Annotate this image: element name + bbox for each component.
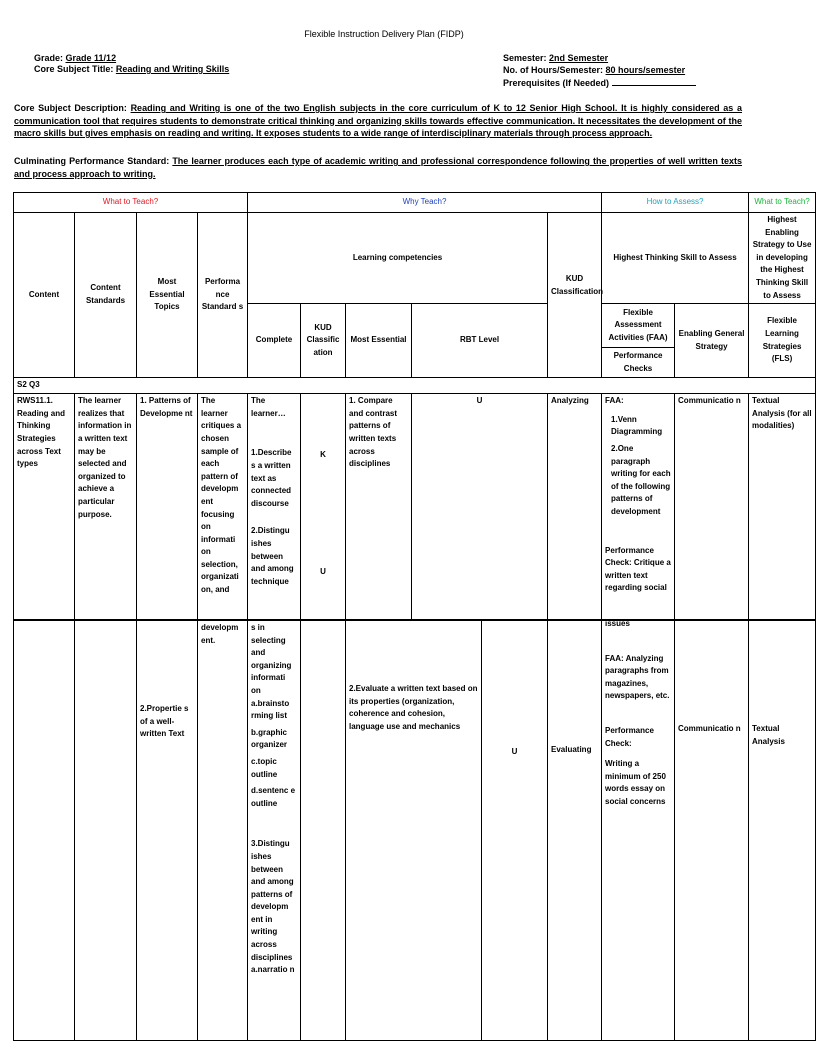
row1-kud	[301, 394, 346, 620]
row1-complete-intro: The learner…	[251, 396, 286, 418]
header-most-essential-topics: Most Essential Topics	[137, 213, 198, 378]
header-what-to-teach: What to Teach?	[14, 193, 248, 213]
semester-line	[503, 52, 608, 64]
row2-faa-text: FAA: Analyzing paragraphs from magazines, newspapers, etc.	[605, 653, 670, 701]
row1-complete-2: 2.Distingu ishes between and among technique	[251, 526, 294, 586]
hours-line	[503, 64, 685, 76]
row2-check-text: Writing a minimum of 250 words essay on social concerns	[605, 759, 666, 806]
row2-topic: 2.Propertie s of a well-written Text	[137, 621, 198, 1041]
header-highest-thinking: Highest Thinking Skill to Assess	[602, 213, 749, 304]
row2-content	[14, 621, 75, 1041]
row2-performance: developm ent.	[198, 621, 248, 1041]
row1-most-essential: 1. Compare and contrast patterns of written texts across disciplines	[346, 394, 412, 620]
performance-text: The learner produces each type of academic writing and professional correspondence following the properties of well written texts and process approach to writing.	[14, 156, 742, 179]
row2-complete-d: c.topic outline	[251, 756, 278, 779]
row1-faa	[602, 394, 675, 620]
row1-check: Performance Check: Critique a written text regarding social	[605, 545, 671, 593]
row1-fls: Textual Analysis (for all modalities)	[749, 394, 816, 620]
header-faa: Flexible Assessment Activities (FAA)	[602, 304, 675, 348]
header-learning-competencies: Learning competencies	[248, 213, 548, 304]
row1-kud-1: K	[320, 450, 326, 460]
header-most-essential: Most Essential	[346, 304, 412, 378]
header-kud-classification: KUD Classific ation	[301, 304, 346, 378]
row2-complete-a: s in selecting and organizing informati on	[251, 623, 292, 695]
header-why-teach: Why Teach?	[248, 193, 602, 213]
row2-check-label: Performance Check:	[605, 725, 654, 748]
row1-performance: The learner critiques a chosen sample of each pattern of developm ent focusing on informati on selection, organizati on, and	[198, 394, 248, 620]
description-label: Core Subject Description:	[14, 103, 127, 113]
hours-label: No. of Hours/Semester:	[503, 65, 604, 75]
row2-complete-f: 3.Distingu ishes between and among patterns of developm ent in writing across disciplines	[251, 839, 294, 962]
section-label: S2 Q3	[14, 378, 816, 394]
header-how-to-assess: How to Assess?	[602, 193, 749, 213]
core-description	[14, 102, 742, 140]
row1-faa-2: 2.One paragraph writing for each of the following patterns of development	[611, 443, 671, 516]
subject-label: Core Subject Title:	[34, 64, 114, 74]
header-fls: Flexible Learning Strategies (FLS)	[749, 304, 816, 378]
header-highest-enabling: Highest Enabling Strategy to Use in developing the Highest Thinking Skill to Assess	[749, 213, 816, 304]
header-rbt-level: RBT Level	[412, 304, 548, 378]
row1-rbt: Analyzing	[548, 394, 602, 620]
prereq-label: Prerequisites (If Needed)	[503, 78, 610, 88]
header-complete: Complete	[248, 304, 301, 378]
header-enabling-general: Enabling General Strategy	[675, 304, 749, 378]
semester-value: 2nd Semester	[549, 53, 609, 63]
grade-value: Grade 11/12	[65, 53, 117, 63]
row2-complete-c: b.graphic organizer	[251, 727, 288, 750]
header-performance-checks: Performance Checks	[602, 348, 675, 378]
table-row	[14, 394, 816, 620]
grade-label: Grade:	[34, 53, 64, 63]
row2-complete-b: a.brainsto rming list	[251, 698, 290, 721]
row1-kud-class: U	[412, 394, 548, 620]
row1-content: RWS11.1. Reading and Thinking Strategies across Text types	[14, 394, 75, 620]
row2-complete-g: a.narratio n	[251, 965, 295, 975]
row2-content-standards	[75, 621, 137, 1041]
description-text: Reading and Writing is one of the two English subjects in the core curriculum of K to 12 Senior High School. It is highly considered as a communication tool that requires students to demonstrate critical thinking and organizing skills towards effective communication. It necessitates the development of the macro skills but gives emphasis on reading and writing. It exposes students to a wide range of interdisciplinary materials through process approach.	[14, 103, 742, 138]
prereq-value	[612, 76, 696, 86]
row2-complete-e: d.sentenc e outline	[251, 786, 296, 808]
row1-complete	[248, 394, 301, 620]
row2-issues: issues	[605, 619, 630, 628]
row2-fls: Textual Analysis	[749, 621, 816, 1041]
row2-faa	[602, 621, 675, 1041]
document-title: Flexible Instruction Delivery Plan (FIDP)	[304, 29, 464, 39]
hours-value: 80 hours/semester	[605, 65, 686, 75]
semester-label: Semester:	[503, 53, 547, 63]
header-kud-classification-2: KUD Classification	[548, 213, 602, 378]
header-content: Content	[14, 213, 75, 378]
row2-kud	[301, 621, 346, 1041]
fidp-table-page-2	[13, 620, 816, 1041]
row1-content-standards: The learner realizes that information in a written text may be selected and organized to achieve a particular purpose.	[75, 394, 137, 620]
row1-faa-label: FAA:	[605, 396, 624, 406]
row1-kud-2: U	[320, 566, 326, 576]
subject-value: Reading and Writing Skills	[115, 64, 230, 74]
header-performance-standards: Performa nce Standard s	[198, 213, 248, 378]
row1-faa-1: 1.Venn Diagramming	[611, 414, 663, 437]
prereq-line	[503, 76, 696, 89]
subject-line	[34, 63, 229, 75]
row2-complete	[248, 621, 301, 1041]
performance-label: Culminating Performance Standard:	[14, 156, 170, 166]
culminating-standard	[14, 155, 742, 180]
row2-most-essential: 2.Evaluate a written text based on its properties (organization, coherence and cohesion, language use and mechanics	[346, 621, 482, 1041]
table-row	[14, 621, 816, 1041]
row1-strategy: Communicatio n	[675, 394, 749, 620]
row1-topic: 1. Patterns of Developme nt	[137, 394, 198, 620]
row2-strategy: Communicatio n	[675, 621, 749, 1041]
row2-kud-class: U	[482, 621, 548, 1041]
fidp-table-page-1	[13, 192, 816, 620]
header-what-to-teach-2: What to Teach?	[749, 193, 816, 213]
row2-rbt: Evaluating	[548, 621, 602, 1041]
header-content-standards: Content Standards	[75, 213, 137, 378]
row1-complete-1: 1.Describe s a written text as connected discourse	[251, 448, 292, 508]
